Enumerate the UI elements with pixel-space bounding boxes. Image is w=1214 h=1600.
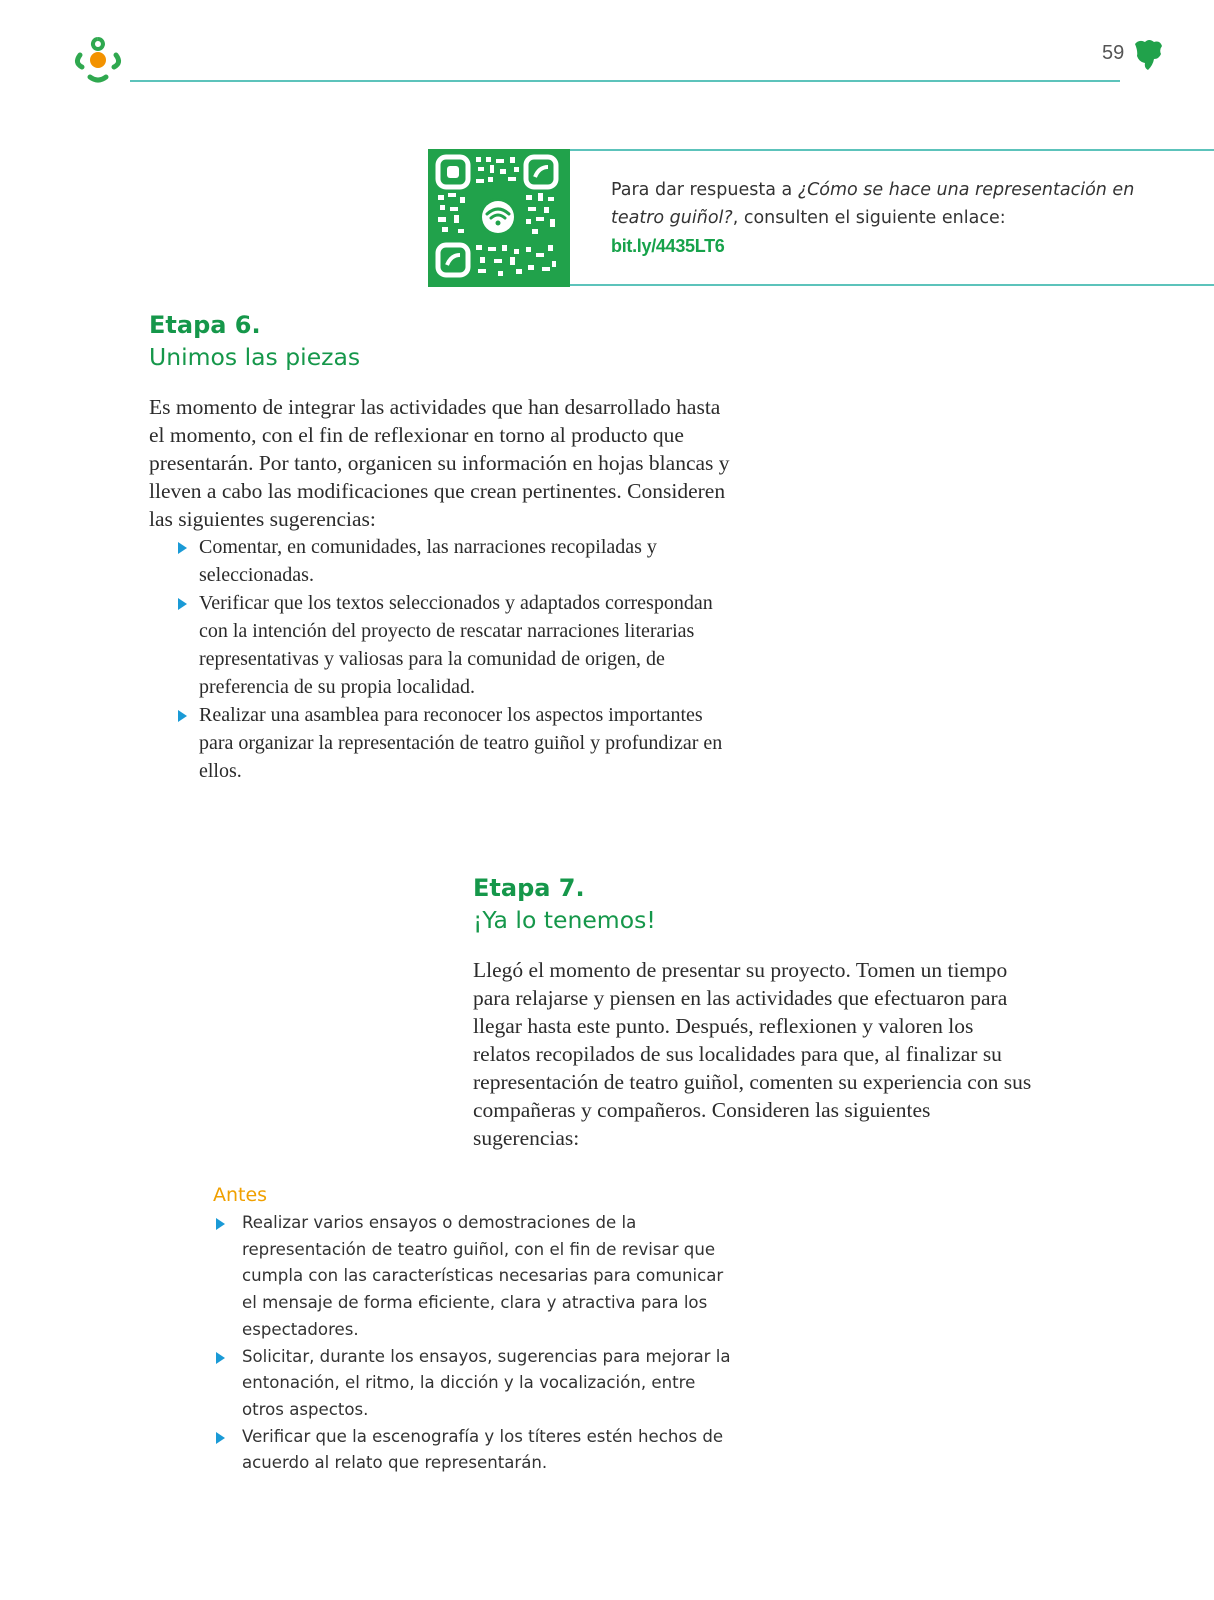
triangle-bullet-icon	[216, 1352, 225, 1364]
list-item	[149, 533, 739, 589]
antes-title: Antes	[213, 1184, 268, 1206]
stage7-subtitle: ¡Ya lo tenemos!	[473, 906, 656, 934]
list-item-text: Realizar varios ensayos o demostraciones de la representación de teatro guiñol, con el fin de revisar que cumpla con las características necesarias para comunicar el mensaje de forma eficiente, clara y atractiva para los espectadores.	[242, 1213, 724, 1339]
page-number: 59	[1102, 42, 1125, 64]
qr-callout-text-after: , consulten el siguiente enlace:	[732, 208, 1006, 228]
list-item-text: Verificar que la escenografía y los títeres estén hechos de acuerdo al relato que representarán.	[242, 1426, 724, 1473]
qr-callout-text-before: Para dar respuesta a	[611, 180, 798, 200]
stage6-suggestion-list	[149, 533, 739, 785]
list-item	[149, 589, 739, 701]
community-logo-icon	[72, 33, 124, 85]
stage6-title: Etapa 6.	[149, 311, 261, 339]
list-item	[213, 1344, 733, 1424]
list-item	[213, 1424, 733, 1477]
stage6-subtitle: Unimos las piezas	[149, 343, 361, 371]
qr-code[interactable]	[428, 149, 570, 287]
list-item	[149, 701, 739, 785]
stage7-intro: Llegó el momento de presentar su proyecto. Tomen un tiempo para relajarse y piensen en las actividades que efectuaron para llegar hasta este punto. Después, reflexionen y valoren los relatos recopilados de sus localidades para que, al finalizar su representación de teatro guiñol, comenten su experiencia con sus compañeras y compañeros. Consideren las siguientes sugerencias:	[473, 958, 1032, 1150]
list-item	[213, 1210, 733, 1344]
antes-suggestion-list	[213, 1210, 733, 1477]
qr-callout-question: ¿Cómo se hace una representación en teatro guiñol?	[611, 180, 1135, 228]
callout-bottom-rule	[570, 284, 1214, 286]
stage6-intro: Es momento de integrar las actividades que han desarrollado hasta el momento, con el fin de reflexionar en torno al producto que presentarán. Por tanto, organicen su información en hojas blancas y lleven a cabo las modificaciones que crean pertinentes. Consideren las siguientes sugerencias:	[149, 395, 730, 531]
triangle-bullet-icon	[178, 542, 187, 554]
list-item-text: Realizar una asamblea para reconocer los aspectos importantes para organizar la representación de teatro guiñol y profundizar en ellos.	[199, 704, 723, 782]
callout-top-rule	[570, 149, 1214, 151]
header-rule	[130, 80, 1120, 82]
triangle-bullet-icon	[178, 598, 187, 610]
triangle-bullet-icon	[178, 710, 187, 722]
list-item-text: Solicitar, durante los ensayos, sugerencias para mejorar la entonación, el ritmo, la dicción y la vocalización, entre otros aspectos.	[242, 1346, 731, 1419]
triangle-bullet-icon	[216, 1432, 225, 1444]
stage7-title: Etapa 7.	[473, 874, 585, 902]
qr-code-icon	[428, 149, 570, 287]
qr-callout-text	[611, 176, 1171, 261]
list-item-text: Comentar, en comunidades, las narraciones recopiladas y seleccionadas.	[199, 536, 657, 586]
triangle-bullet-icon	[216, 1218, 225, 1230]
qr-link[interactable]: bit.ly/4435LT6	[611, 236, 725, 256]
map-glyph-icon	[1132, 38, 1164, 74]
list-item-text: Verificar que los textos seleccionados y adaptados correspondan con la intención del proyecto de rescatar narraciones literarias representativas y valiosas para la comunidad de origen, de preferencia de su propia localidad.	[199, 592, 713, 698]
